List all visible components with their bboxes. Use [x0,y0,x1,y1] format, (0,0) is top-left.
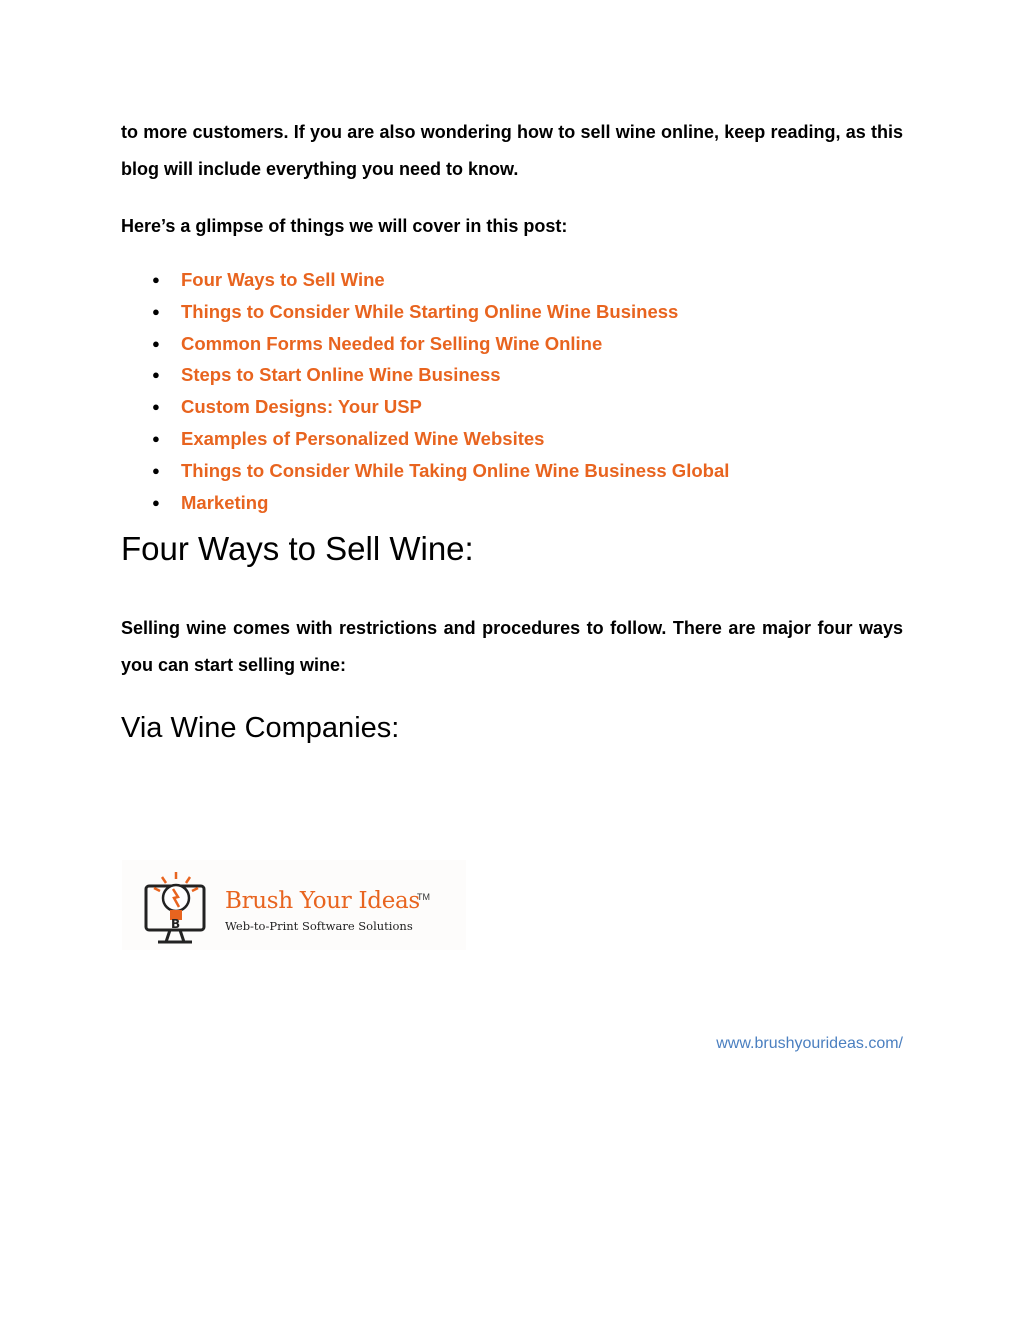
brand-logo [122,860,466,950]
list-item [121,455,729,487]
subsection-heading: Via Wine Companies: [121,712,400,744]
logo-subtitle: Web-to-Print Software Solutions [225,919,413,933]
bullet-icon: ● [152,303,160,319]
toc-link[interactable]: Things to Consider While Taking Online Wine Business Global [181,459,730,481]
list-item [121,296,729,328]
bullet-icon: ● [152,335,160,351]
bullet-icon: ● [152,399,160,415]
list-item [121,487,729,519]
toc-link[interactable]: Things to Consider While Starting Online Wine Business [181,300,679,322]
toc-link[interactable]: Common Forms Needed for Selling Wine Online [181,332,603,354]
list-item [121,264,729,296]
bullet-icon: ● [152,430,160,446]
logo-title: Brush Your Ideas [225,888,420,914]
selling-paragraph: Selling wine comes with restrictions and procedures to follow. There are major four ways you can start selling wine: [121,618,903,675]
toc-link[interactable]: Marketing [181,491,269,513]
intro-paragraph: to more customers. If you are also wondering how to sell wine online, keep reading, as this blog will include everything you need to know. [121,122,903,179]
bullet-icon: ● [152,272,160,287]
toc-link[interactable]: Steps to Start Online Wine Business [181,364,501,386]
bullet-icon: ● [152,494,160,510]
logo-trademark: TM [417,892,430,902]
footer-website-link[interactable]: www.brushyourideas.com/ [716,1035,903,1052]
svg-text:B: B [171,917,181,931]
toc-link[interactable]: Four Ways to Sell Wine [181,269,385,290]
section-heading: Four Ways to Sell Wine: [121,530,474,567]
glimpse-paragraph: Here’s a glimpse of things we will cover in this post: [121,216,568,236]
toc-link[interactable]: Examples of Personalized Wine Websites [181,427,545,449]
list-item [121,391,729,423]
list-item [121,359,729,391]
bullet-icon: ● [152,462,160,478]
toc-link[interactable]: Custom Designs: Your USP [181,396,422,418]
bullet-icon: ● [152,367,160,383]
list-item [121,328,729,360]
table-of-contents [121,264,729,518]
list-item [121,423,729,455]
lightbulb-monitor-icon [140,866,220,946]
